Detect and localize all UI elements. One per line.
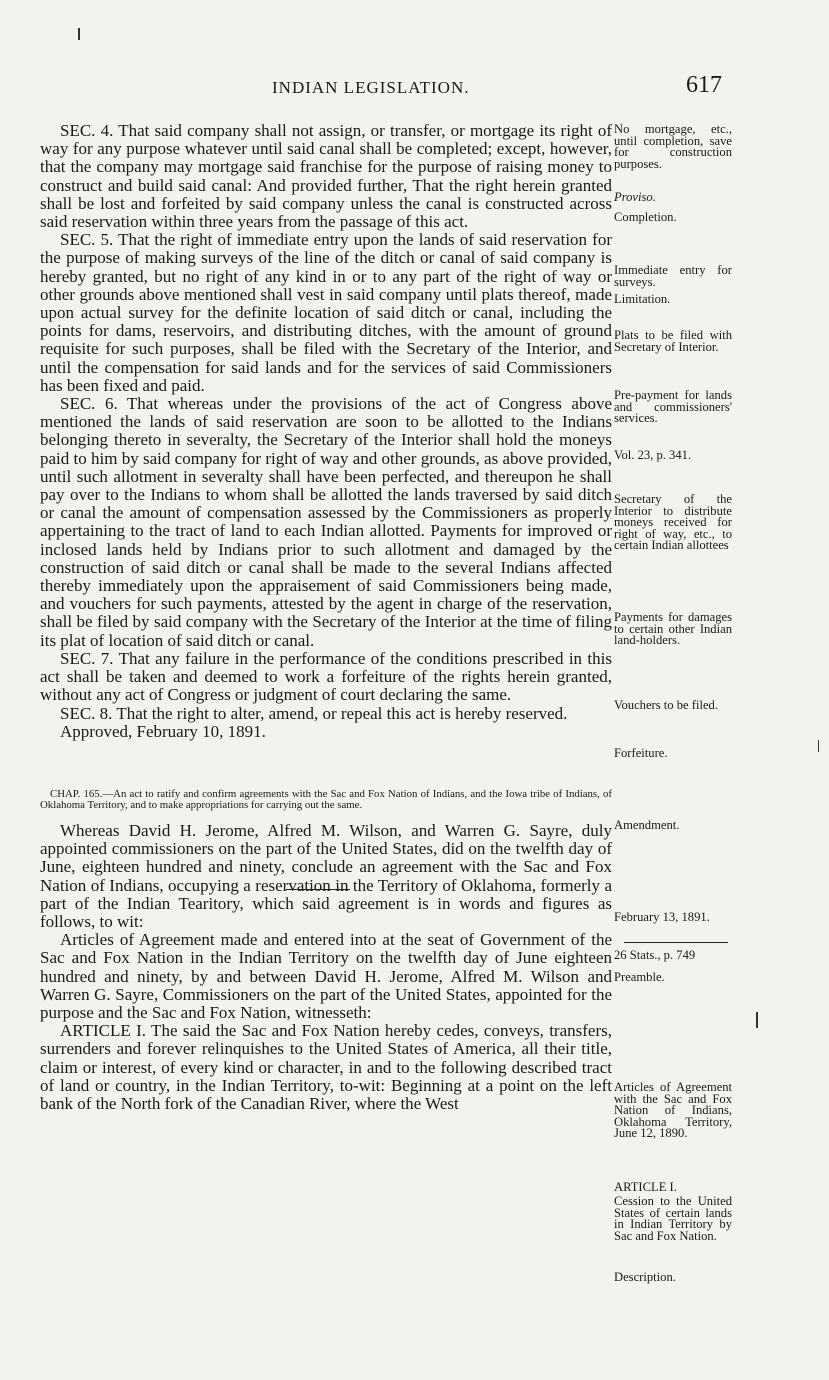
margin-note-articles: Articles of Agreement with the Sac and Fox Nation of Indians, Oklahoma Territory, June 12, 1890. <box>614 1080 732 1140</box>
main-text <box>40 122 612 1113</box>
section-divider <box>286 889 350 890</box>
margin-note-proviso: Proviso. <box>614 190 656 204</box>
margin-note-no-mortgage: No mortgage, etc., until completion, save for construction purposes. <box>614 122 732 171</box>
whereas-clause: Whereas David H. Jerome, Alfred M. Wilson, and Warren G. Sayre, duly appointed commissioners on the part of the United States, did on the twelfth day of June, eighteen hundred and ninety, conclude an agreement with the Sac and Fox Nation of Indians, occupying a reservation in the Territory of Oklahoma, formerly a part of the Indian Tearitory, which said agreement is in words and figures as follows, to wit: <box>40 820 612 931</box>
margin-note-limitation: Limitation. <box>614 292 671 306</box>
scan-mark-edge <box>818 740 819 752</box>
margin-note-secretary: Secretary of the Interior to distribute moneys received for right of way, etc., to certain Indian allottees <box>614 492 732 552</box>
margin-note-immediate-entry: Immediate entry for surveys. <box>614 263 732 289</box>
section-8: SEC. 8. That the right to alter, amend, or repeal this act is hereby reserved. <box>60 703 568 723</box>
scan-mark-right <box>756 1012 758 1028</box>
approved-date: Approved, February 10, 1891. <box>60 721 266 741</box>
margin-note-article-1: ARTICLE I. <box>614 1180 677 1194</box>
margin-note-preamble: Preamble. <box>614 970 665 984</box>
article-1: ARTICLE I. The said the Sac and Fox Nation hereby cedes, conveys, transfers, surrenders and forever relinquishes to the United States of America, all their title, claim or interest, of every kind or character, in and to the following described tract of land or country, in the Indian Territory, to-wit: Beginning at a point on the left bank of the North fork of the Canadian River, where the West <box>40 1021 612 1113</box>
section-7: SEC. 7. That any failure in the performance of the conditions prescribed in this act shall be taken and deemed to work a forfeiture of the rights herein granted, without any act of Congress or judgment of court declaring the same. <box>40 648 612 705</box>
margin-note-cession: Cession to the United States of certain lands in Indian Territory by Sac and Fox Nation. <box>614 1194 732 1243</box>
margin-note-february: February 13, 1891. <box>614 910 710 924</box>
margin-note-vol23: Vol. 23, p. 341. <box>614 448 692 462</box>
margin-note-vouchers: Vouchers to be filed. <box>614 698 718 712</box>
margin-note-amendment: Amendment. <box>614 818 680 832</box>
page-number: 617 <box>686 72 722 98</box>
section-5: SEC. 5. That the right of immediate entry upon the lands of said reservation for the purpose of making surveys of the line of the ditch or canal of said company is hereby granted, but no right of any kind in or to any part of the right of way or other grounds above mentioned shall vest in said company until plats thereof, made upon actual survey for the definite location of said ditch or canal, including the points for dams, reservoirs, and distributing ditches, with the amount of ground requisite for such purposes, shall be filed with the Secretary of the Interior, and until the compensation for said lands and for the services of said Commissioners has been fixed and paid. <box>40 230 612 395</box>
page-header <box>0 72 829 102</box>
scan-mark-top <box>78 28 80 40</box>
margin-divider <box>624 942 728 943</box>
margin-note-forfeiture: Forfeiture. <box>614 746 668 760</box>
margin-note-plats: Plats to be filed with Secretary of Interior. <box>614 328 732 354</box>
section-6: SEC. 6. That whereas under the provisions of the act of Congress above mentioned the lands of said reservation are soon to be allotted to the Indians belonging thereto in severalty, the Secretary of the Interior shall hold the moneys paid to him by said company for right of way and other grounds, as above provided, until such allotment in severalty shall have been perfected, and thereupon he shall pay over to the Indians to whom shall be allotted the lands traversed by said ditch or canal the amount of compensation assessed by the Commissioners as properly appertaining to the tract of land to each Indian allotted. Payments for improved or inclosed lands held by Indians prior to such allotment and damaged by the construction of said ditch or canal shall be made to the several Indians affected thereby immediately upon the appraisement of said Commissioners being made, and vouchers for such payments, attested by the agent in charge of the reservation, shall be filed by said company with the Secretary of the Interior at the time of filing its plat of location of said ditch or canal. <box>40 394 612 650</box>
margin-note-description: Description. <box>614 1270 676 1284</box>
margin-note-prepayment: Pre-payment for lands and commissioners' services. <box>614 388 732 425</box>
margin-note-stats: 26 Stats., p. 749 <box>614 948 696 962</box>
section-4: SEC. 4. That said company shall not assign, or transfer, or mortgage its right of way for any purpose whatever until said canal shall be completed; except, however, that the company may mortgage said franchise for the purpose of raising money to construct and build said canal: And provided further, That the right herein granted shall be lost and forfeited by said company unless the canal is constructed across said reservation within three years from the passage of this act. <box>40 121 612 232</box>
articles-of-agreement: Articles of Agreement made and entered into at the seat of Government of the Sac and Fox Nation in the Indian Territory on the twelfth day of June eighteen hundred and ninety, by and between David H. Jerome, Alfred M. Wilson and Warren G. Sayre, Commissioners on the part of the United States, appointed for the purpose and the Sac and Fox Nation, witnesseth: <box>40 930 612 1022</box>
chapter-heading: CHAP. 165.—An act to ratify and confirm agreements with the Sac and Fox Nation of Indians, and the Iowa tribe of Indians, of Oklahoma Territory, and to make appropriations for carrying out the same. <box>40 787 612 812</box>
margin-note-completion: Completion. <box>614 210 677 224</box>
margin-note-payments: Payments for damages to certain other Indian land-holders. <box>614 610 732 647</box>
running-title: INDIAN LEGISLATION. <box>272 78 470 97</box>
